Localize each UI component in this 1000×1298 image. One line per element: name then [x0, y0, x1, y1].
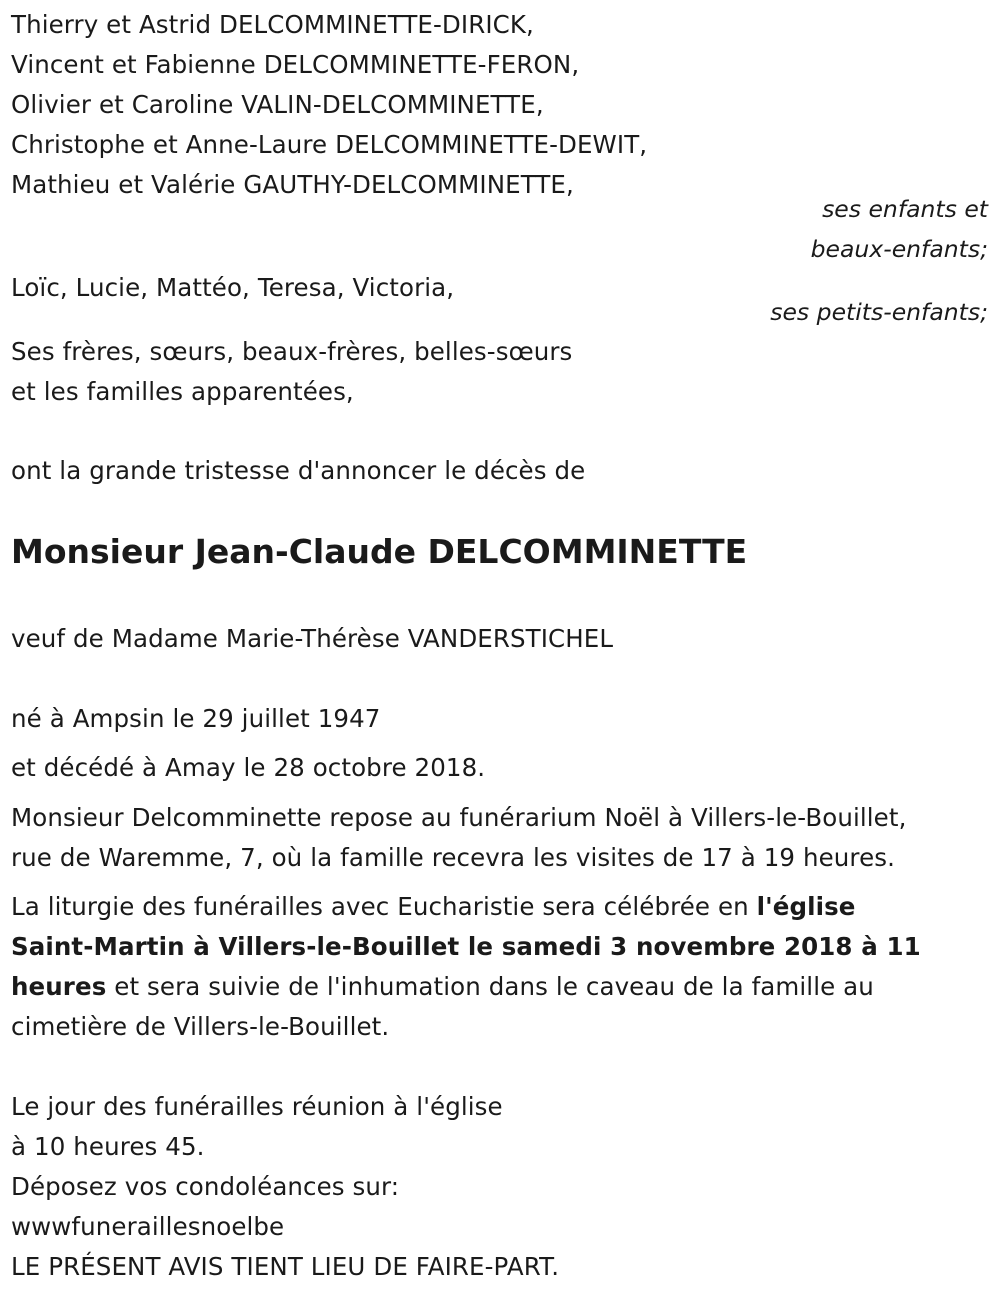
death-line: et décédé à Amay le 28 octobre 2018. — [11, 753, 486, 782]
siblings-line: Ses frères, sœurs, beaux-frères, belles-sœurs — [11, 337, 573, 366]
grandchildren-line: Loïc, Lucie, Mattéo, Teresa, Victoria, — [11, 273, 455, 302]
child-family-line: Olivier et Caroline VALIN-DELCOMMINETTE, — [11, 90, 544, 119]
reunion-time-line: à 10 heures 45. — [11, 1132, 205, 1161]
child-family-line: Mathieu et Valérie GAUTHY-DELCOMMINETTE, — [11, 170, 574, 199]
liturgy-bold: l'église — [756, 892, 856, 921]
birth-line: né à Ampsin le 29 juillet 1947 — [11, 704, 381, 733]
children-label: beaux-enfants; — [810, 235, 988, 263]
announcement-line: ont la grande tristesse d'annoncer le décès de — [11, 456, 586, 485]
website-line: wwwfuneraillesnoelbe — [11, 1212, 285, 1241]
visits-line: rue de Waremme, 7, où la famille recevra les visites de 17 à 19 heures. — [11, 843, 895, 872]
liturgy-bold: heures — [11, 972, 107, 1001]
relatives-line: et les familles apparentées, — [11, 377, 354, 406]
liturgy-line: cimetière de Villers-le-Bouillet. — [11, 1012, 390, 1041]
liturgy-line — [11, 967, 874, 1007]
liturgy-bold: Saint-Martin à Villers-le-Bouillet le samedi 3 novembre 2018 à 11 — [11, 932, 921, 961]
child-family-line: Vincent et Fabienne DELCOMMINETTE-FERON, — [11, 50, 580, 79]
reunion-line: Le jour des funérailles réunion à l'église — [11, 1092, 503, 1121]
widower-line: veuf de Madame Marie-Thérèse VANDERSTICHEL — [11, 624, 614, 653]
liturgy-line — [11, 887, 856, 927]
notice-line: LE PRÉSENT AVIS TIENT LIEU DE FAIRE-PART. — [11, 1252, 560, 1281]
rest-location-line: Monsieur Delcomminette repose au funérarium Noël à Villers-le-Bouillet, — [11, 803, 907, 832]
child-family-line: Christophe et Anne-Laure DELCOMMINETTE-DEWIT, — [11, 130, 648, 159]
children-label: ses enfants et — [822, 195, 988, 223]
deceased-name: Monsieur Jean-Claude DELCOMMINETTE — [11, 532, 748, 571]
liturgy-line — [11, 927, 921, 967]
child-family-line: Thierry et Astrid DELCOMMINETTE-DIRICK, — [11, 10, 534, 39]
grandchildren-label: ses petits-enfants; — [770, 298, 988, 326]
liturgy-text: La liturgie des funérailles avec Eucharistie sera célébrée en — [11, 892, 757, 921]
liturgy-text: et sera suivie de l'inhumation dans le caveau de la famille au — [106, 972, 874, 1001]
condolences-line: Déposez vos condoléances sur: — [11, 1172, 400, 1201]
